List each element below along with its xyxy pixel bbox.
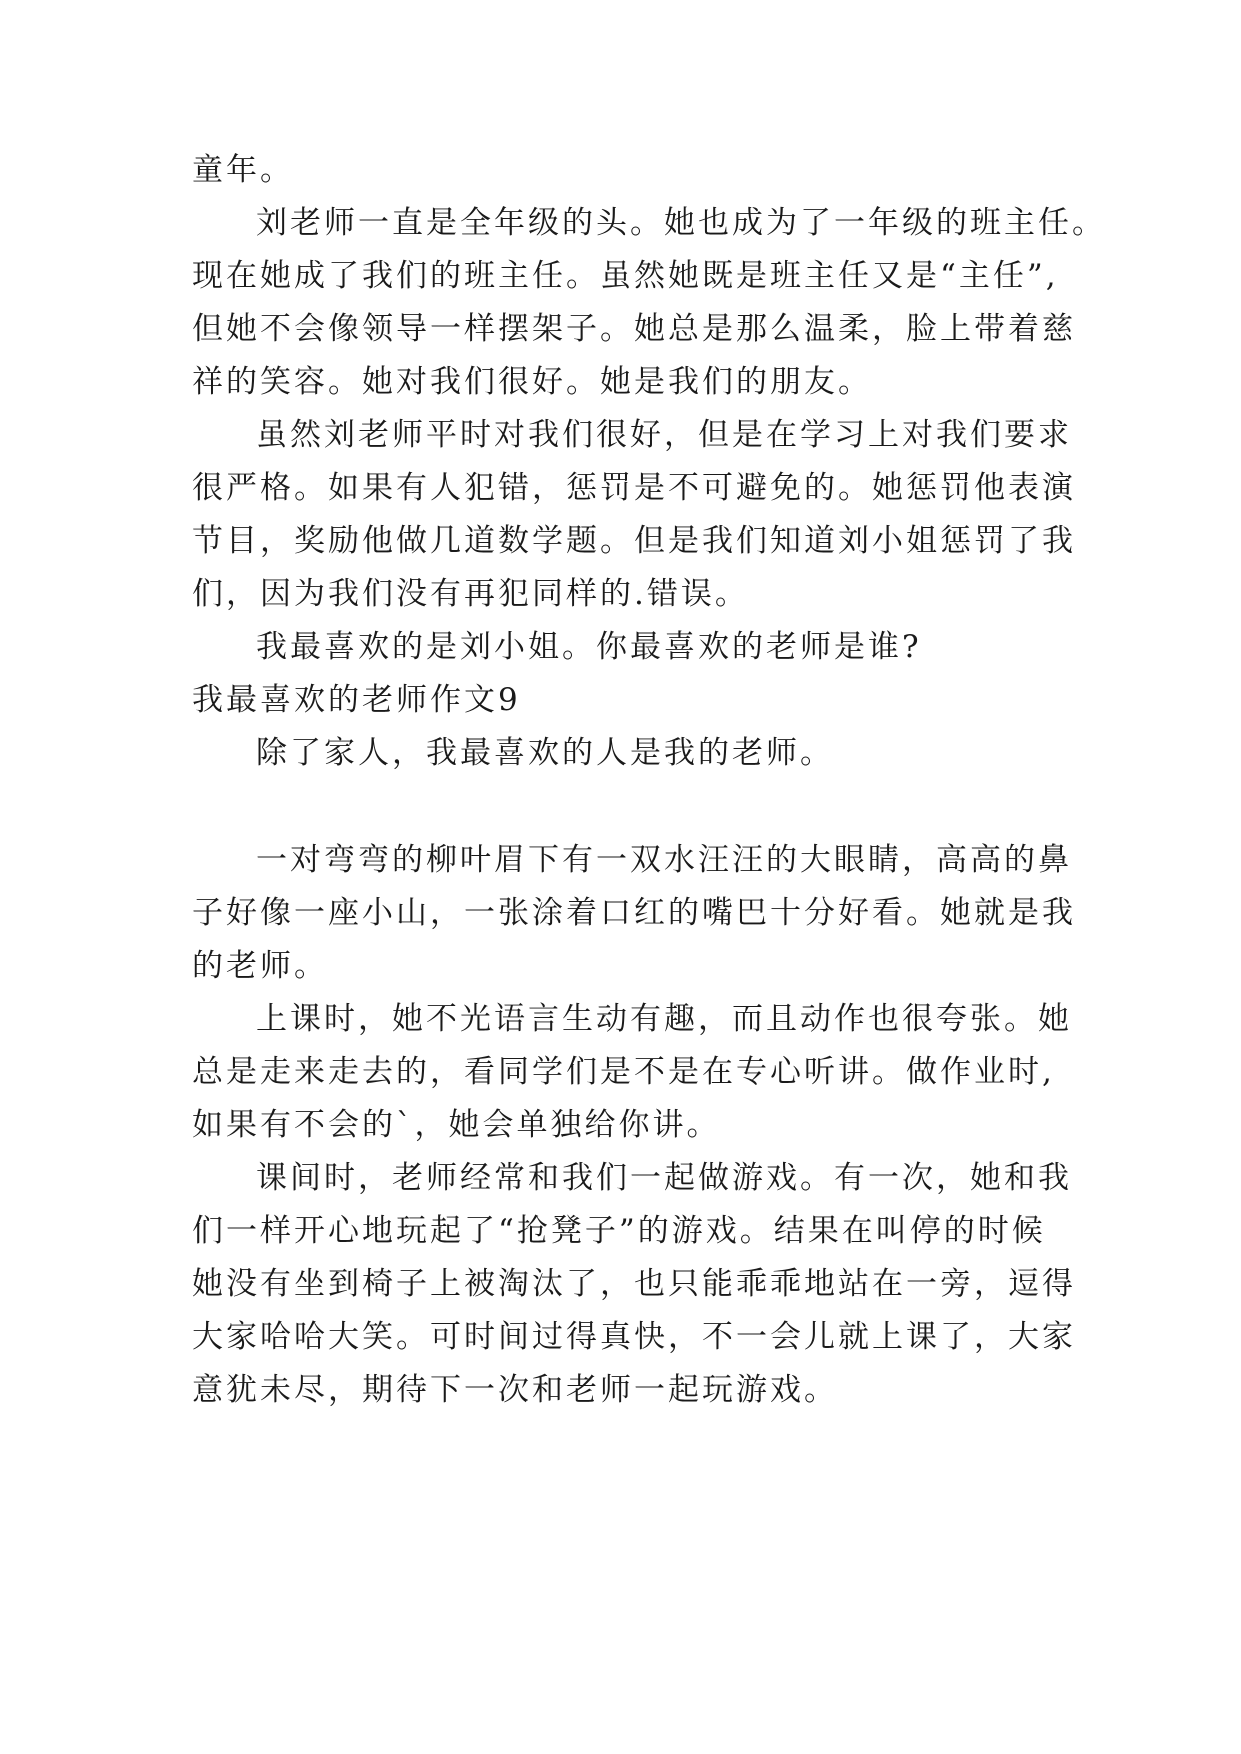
- text-line: 子好像一座小山，一张涂着口红的嘴巴十分好看。她就是我: [192, 895, 1076, 931]
- text-line: 如果有不会的`，她会单独给你讲。: [192, 1107, 721, 1143]
- text-line: 节目，奖励他做几道数学题。但是我们知道刘小姐惩罚了我: [192, 523, 1076, 559]
- text-line: 现在她成了我们的班主任。虽然她既是班主任又是“主任”,: [192, 258, 1059, 294]
- text-line: 意犹未尽，期待下一次和老师一起玩游戏。: [192, 1372, 838, 1408]
- text-line: 们，因为我们没有再犯同样的.错误。: [192, 576, 749, 612]
- text-line: 她没有坐到椅子上被淘汰了，也只能乖乖地站在一旁，逗得: [192, 1266, 1076, 1302]
- text-line: 的老师。: [192, 948, 328, 984]
- text-line: 但她不会像领导一样摆架子。她总是那么温柔，脸上带着慈: [192, 311, 1076, 347]
- paragraph-start: 虽然刘老师平时对我们很好，但是在学习上对我们要求: [256, 417, 1072, 453]
- section-title: 我最喜欢的老师作文9: [192, 682, 521, 718]
- paragraph-start: 刘老师一直是全年级的头。她也成为了一年级的班主任。: [256, 205, 1106, 241]
- text-line: 大家哈哈大笑。可时间过得真快，不一会儿就上课了，大家: [192, 1319, 1076, 1355]
- text-line: 们一样开心地玩起了“抢凳子”的游戏。结果在叫停的时候: [192, 1213, 1046, 1249]
- paragraph-start: 一对弯弯的柳叶眉下有一双水汪汪的大眼睛，高高的鼻: [256, 842, 1072, 878]
- text-line: 童年。: [192, 152, 294, 188]
- paragraph-start: 上课时，她不光语言生动有趣，而且动作也很夸张。她: [256, 1001, 1072, 1037]
- text-line: 祥的笑容。她对我们很好。她是我们的朋友。: [192, 364, 872, 400]
- paragraph-start: 我最喜欢的是刘小姐。你最喜欢的老师是谁?: [256, 629, 922, 665]
- paragraph-start: 除了家人，我最喜欢的人是我的老师。: [256, 735, 834, 771]
- text-line: 很严格。如果有人犯错，惩罚是不可避免的。她惩罚他表演: [192, 470, 1076, 506]
- text-line: 总是走来走去的，看同学们是不是在专心听讲。做作业时,: [192, 1054, 1055, 1090]
- paragraph-start: 课间时，老师经常和我们一起做游戏。有一次，她和我: [256, 1160, 1072, 1196]
